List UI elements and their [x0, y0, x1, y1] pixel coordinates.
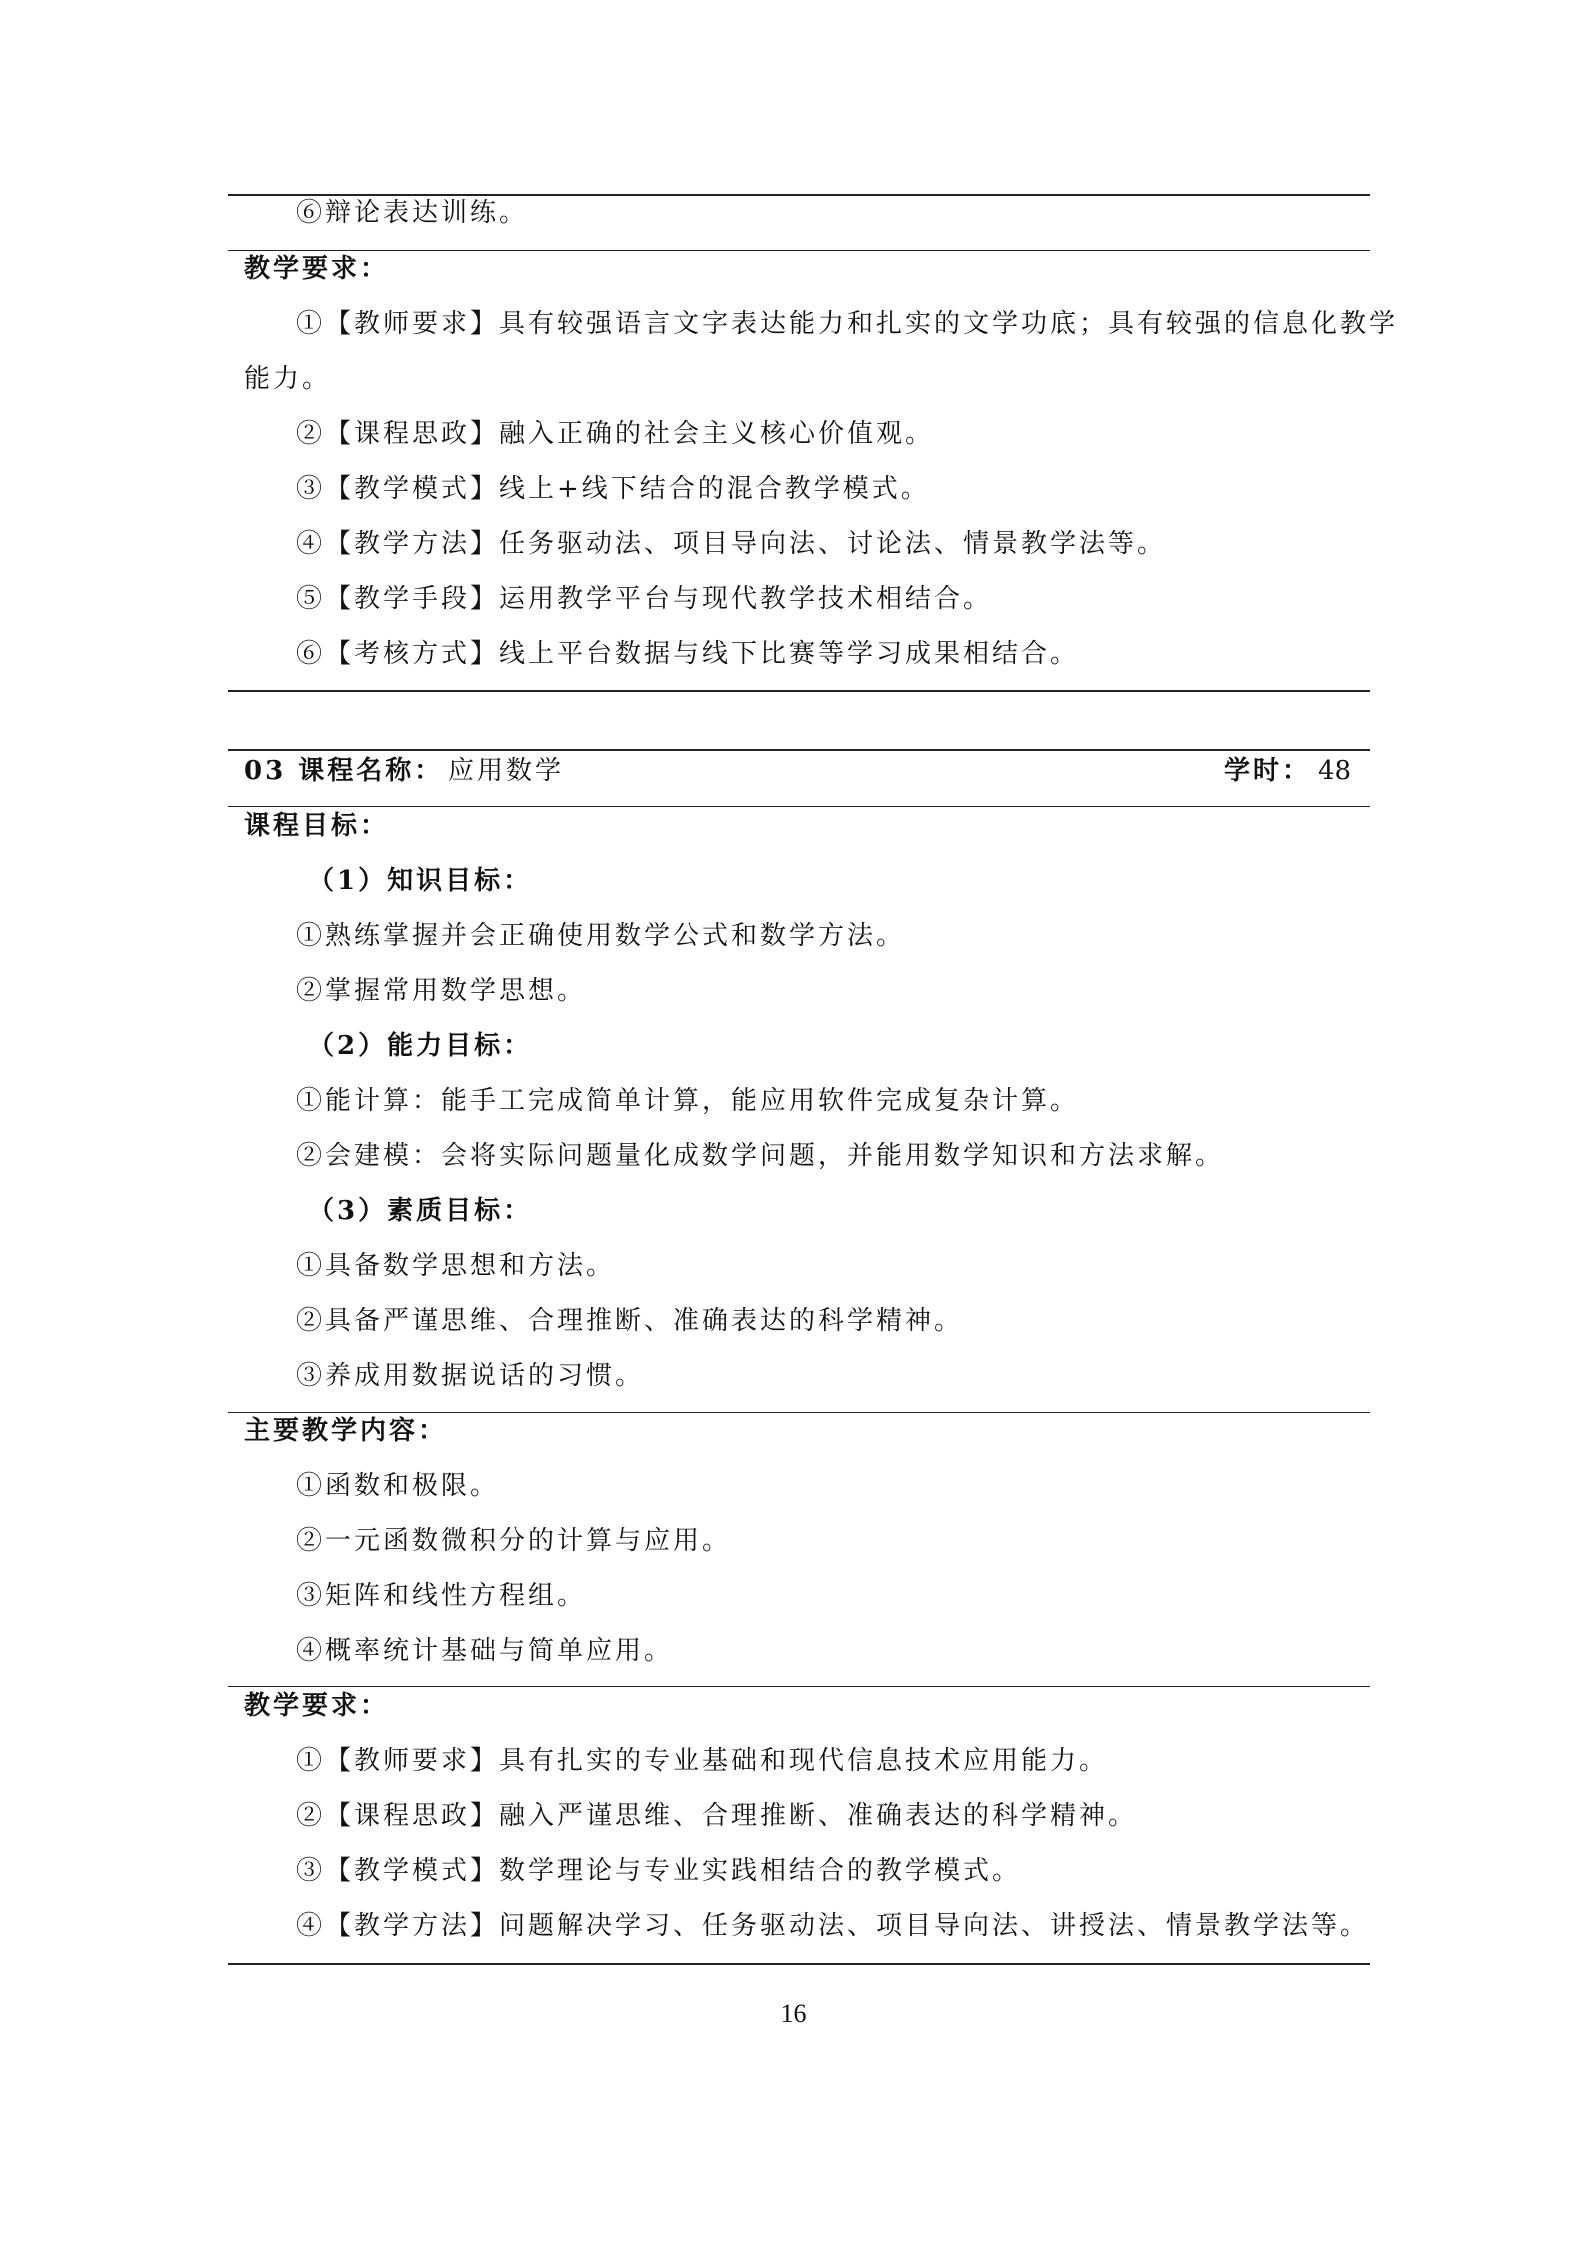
requirement-item: ④【教学方法】任务驱动法、项目导向法、讨论法、情景教学法等。 — [296, 529, 1167, 559]
requirement-item: ②【课程思政】融入严谨思维、合理推断、准确表达的科学精神。 — [296, 1801, 1138, 1831]
goal-item: ①具备数学思想和方法。 — [296, 1251, 616, 1281]
requirement-item: ③【教学模式】线上+线下结合的混合教学模式。 — [296, 474, 930, 504]
goal-item: ②会建模：会将实际问题量化成数学问题，并能用数学知识和方法求解。 — [296, 1141, 1225, 1171]
divider — [228, 1686, 1370, 1687]
divider — [228, 1963, 1370, 1965]
goal-subheading: （1）知识目标： — [308, 866, 533, 896]
page-number: 16 — [780, 1999, 807, 2028]
section-heading: 主要教学内容： — [244, 1416, 448, 1446]
content-item: ③矩阵和线性方程组。 — [296, 1581, 587, 1611]
goal-item: ③养成用数据说话的习惯。 — [296, 1361, 645, 1391]
content-item: ②一元函数微积分的计算与应用。 — [296, 1526, 732, 1556]
goal-subheading: （3）素质目标： — [308, 1196, 533, 1226]
goal-item: ①熟练掌握并会正确使用数学公式和数学方法。 — [296, 921, 906, 951]
section-heading: 教学要求： — [244, 1691, 390, 1721]
requirement-item: ①【教师要求】具有扎实的专业基础和现代信息技术应用能力。 — [296, 1746, 1109, 1776]
goal-item: ①能计算：能手工完成简单计算，能应用软件完成复杂计算。 — [296, 1086, 1080, 1116]
course-card — [228, 0, 1370, 1970]
section-heading: 课程目标： — [244, 811, 390, 841]
requirement-item: ④【教学方法】问题解决学习、任务驱动法、项目导向法、讲授法、情景教学法等。 — [296, 1911, 1370, 1941]
content-item: ⑥辩论表达训练。 — [296, 198, 529, 228]
requirement-item: ⑥【考核方式】线上平台数据与线下比赛等学习成果相结合。 — [296, 639, 1080, 669]
course-name-label: 03 课程名称： — [244, 756, 444, 786]
course-hours: 48 — [1318, 756, 1352, 786]
goal-item: ②掌握常用数学思想。 — [296, 976, 587, 1006]
divider — [228, 1412, 1370, 1413]
requirement-item: 能力。 — [244, 364, 332, 394]
requirement-item: ②【课程思政】融入正确的社会主义核心价值观。 — [296, 419, 935, 449]
course-name: 应用数学 — [448, 756, 565, 786]
goal-subheading: （2）能力目标： — [308, 1031, 533, 1061]
requirement-item: ⑤【教学手段】运用教学平台与现代教学技术相结合。 — [296, 584, 993, 614]
section-heading: 教学要求： — [244, 254, 390, 284]
requirement-item: ①【教师要求】具有较强语言文字表达能力和扎实的文学功底；具有较强的信息化教学 — [296, 309, 1399, 339]
requirement-item: ③【教学模式】数学理论与专业实践相结合的教学模式。 — [296, 1856, 1022, 1886]
content-item: ①函数和极限。 — [296, 1471, 500, 1501]
content-item: ④概率统计基础与简单应用。 — [296, 1636, 674, 1666]
course-hours-label: 学时： — [1224, 756, 1312, 786]
divider — [228, 806, 1370, 807]
divider — [228, 749, 1370, 751]
goal-item: ②具备严谨思维、合理推断、准确表达的科学精神。 — [296, 1306, 964, 1336]
